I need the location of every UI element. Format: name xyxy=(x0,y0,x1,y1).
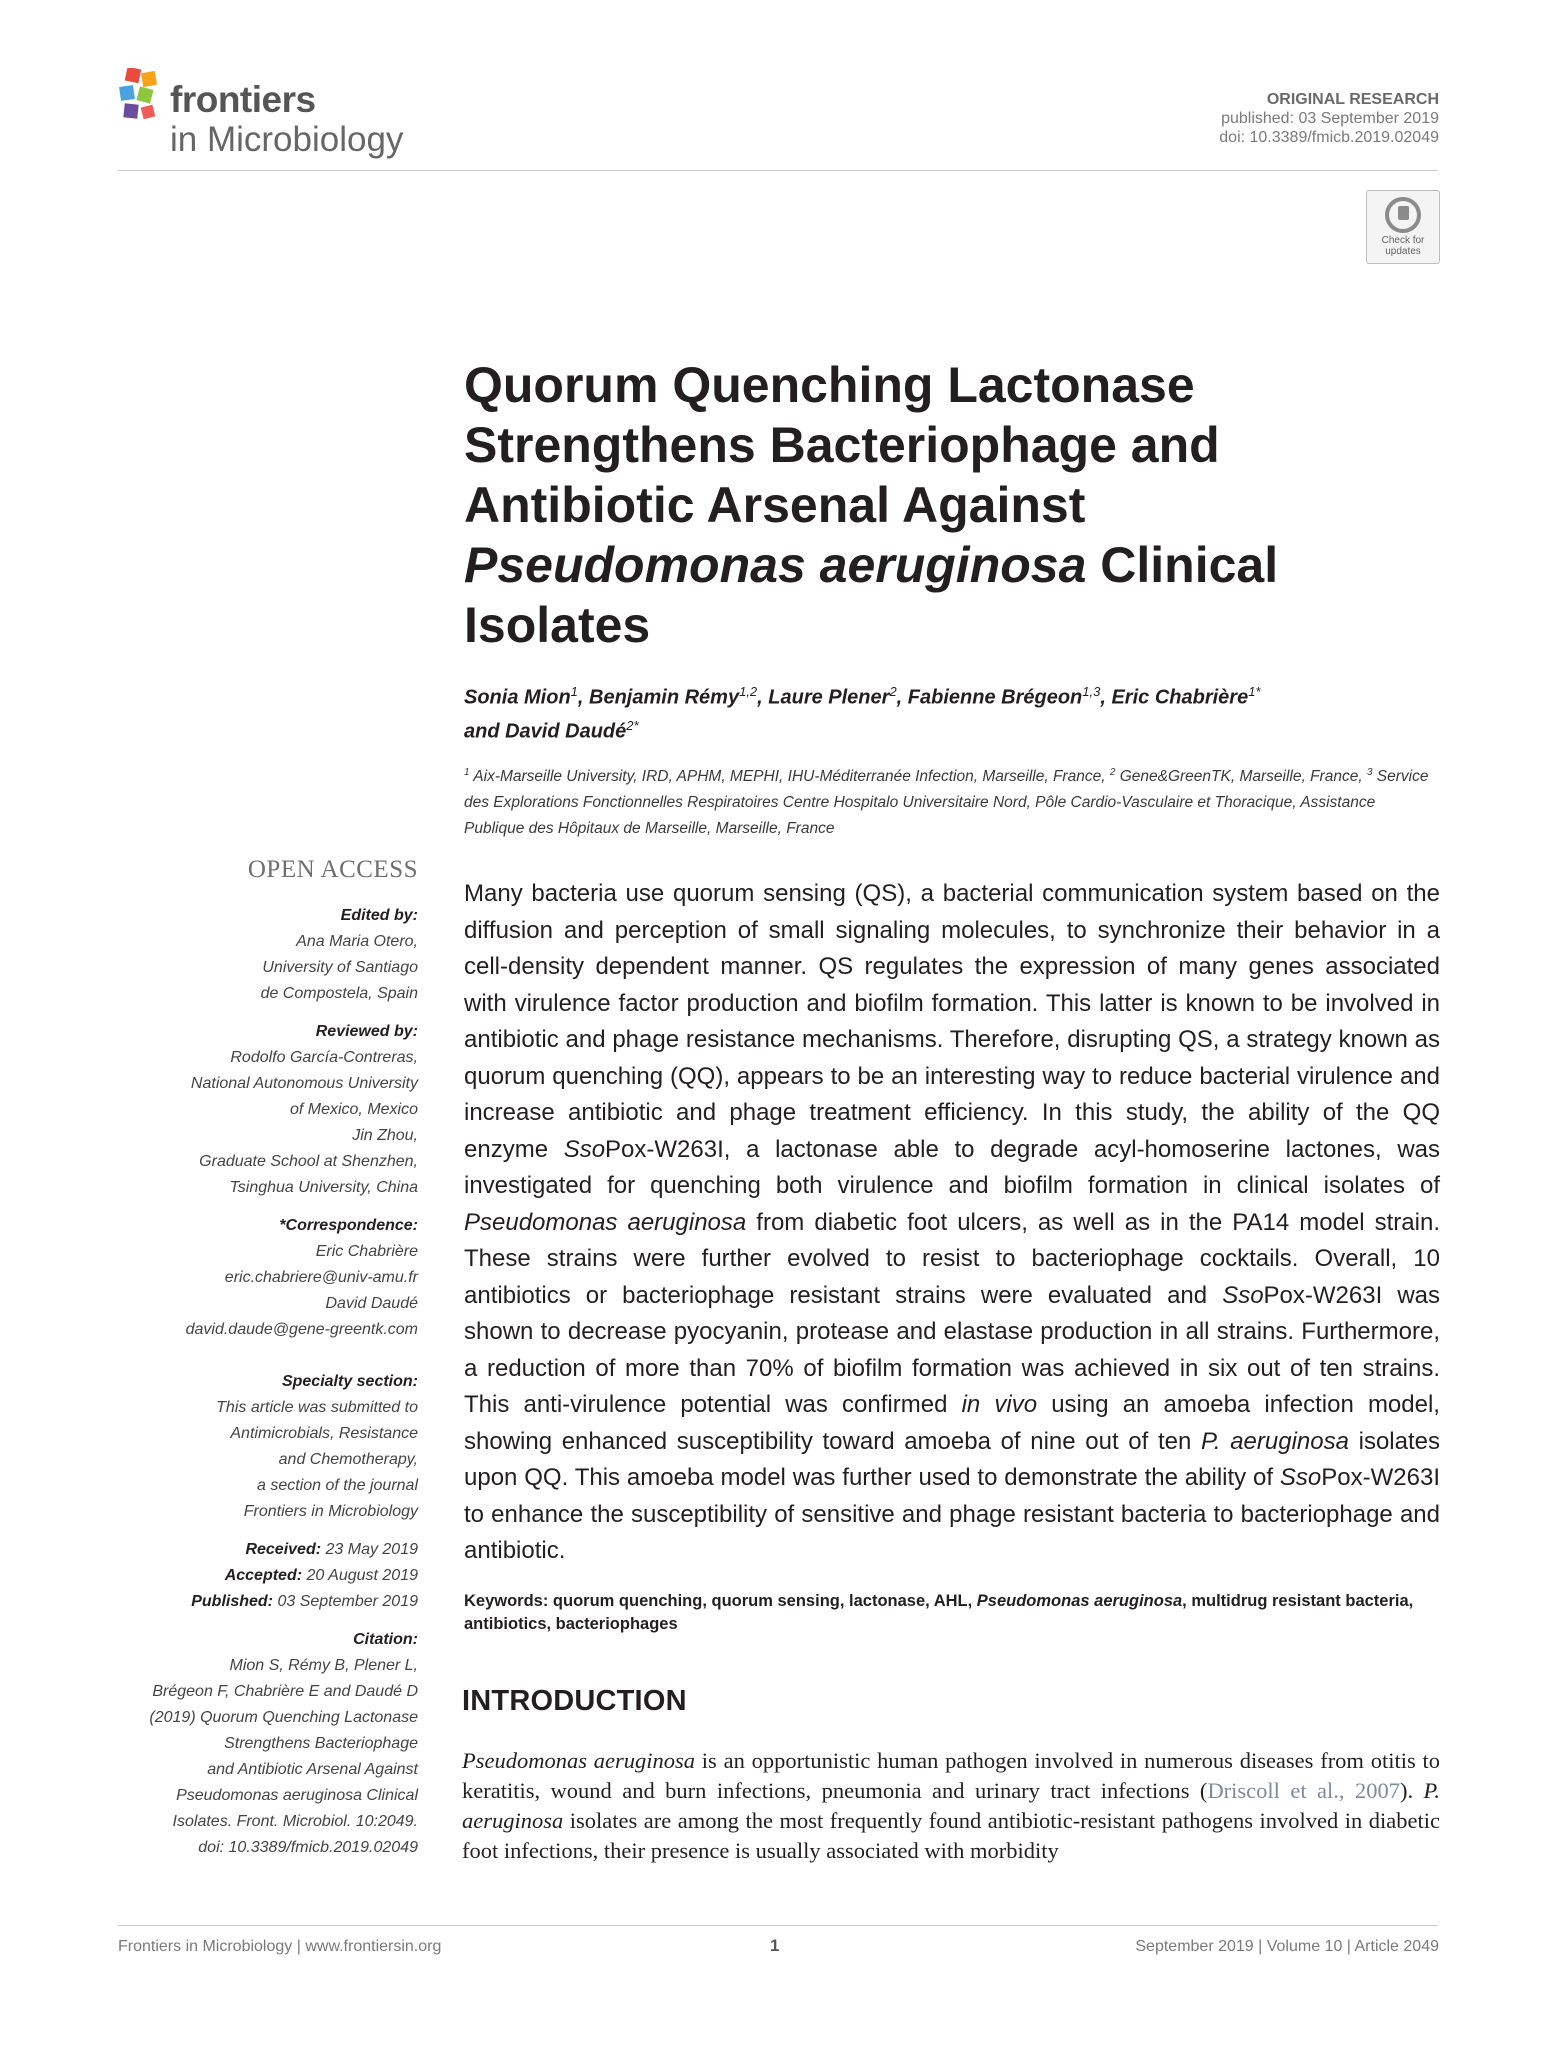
correspondence-label: *Correspondence: xyxy=(279,1217,418,1234)
article-type: ORIGINAL RESEARCH xyxy=(1266,91,1439,108)
header-divider xyxy=(118,170,1438,171)
author-name[interactable]: , Fabienne Brégeon xyxy=(896,686,1083,709)
affiliation-text: Gene&GreenTK, Marseille, France, xyxy=(1115,768,1367,786)
title-line: Quorum Quenching Lactonase xyxy=(464,357,1195,413)
editor-info: Ana Maria Otero, University of Santiago de Compostela, Spain xyxy=(260,933,418,1002)
author-list xyxy=(464,678,1444,745)
intro-text: is an opportunistic human pathogen involved in numerous diseases from otitis to keratitis, wound and burn infections, pneumonia and urinary tract infections ( xyxy=(462,1748,1440,1803)
frontiers-logo-icon xyxy=(118,68,166,128)
published-date-sidebar xyxy=(118,1589,418,1615)
abstract-italic: in vivo xyxy=(961,1391,1038,1418)
open-access-label: OPEN ACCESS xyxy=(247,856,418,883)
reviewed-by-section xyxy=(118,1019,418,1201)
received-value: 23 May 2019 xyxy=(321,1541,418,1558)
logo-brand: frontiers xyxy=(170,79,316,120)
published-date: published: 03 September 2019 xyxy=(1221,110,1439,127)
affiliation-number: 1 xyxy=(464,767,470,778)
abstract-text: from diabetic foot ulcers, as well as in the PA14 model strain. These strains were further evolved to resist to bacteriophage cocktails. Overall, 10 antibiotics or bacteriophage resistant strains were evaluated and xyxy=(464,1208,1440,1309)
bookmark-icon xyxy=(1385,197,1421,233)
edited-by-section xyxy=(118,903,418,1007)
edited-by-label: Edited by: xyxy=(340,907,418,924)
citation-label: Citation: xyxy=(353,1631,418,1648)
logo-journal: in Microbiology xyxy=(170,120,404,159)
article-sidebar xyxy=(118,855,418,1873)
keywords-text: Keywords: quorum quenching, quorum sensing, lactonase, AHL, xyxy=(464,1592,977,1610)
check-updates-label-1: Check for xyxy=(1381,235,1425,246)
abstract-italic: Sso xyxy=(1279,1464,1322,1491)
accepted-label: Accepted: xyxy=(224,1567,303,1584)
affiliation-number: 3 xyxy=(1366,767,1373,778)
keywords-italic: Pseudomonas aeruginosa xyxy=(976,1592,1183,1610)
received-date xyxy=(118,1537,418,1563)
affiliation-text: Service des Explorations Fonctionnelles Respiratoires Centre Hospitalo Universitaire Nord, Pôle Cardio-Vasculaire et Thoracique, Assistance Publique des Hôpitaux de Marseille, Marseille, France xyxy=(464,768,1429,838)
page-number: 1 xyxy=(770,1936,780,1955)
author-affiliation: 1 xyxy=(570,684,578,699)
specialty-label: Specialty section: xyxy=(281,1373,418,1390)
title-line-rest: Clinical xyxy=(1086,537,1279,593)
check-updates-label-2: updates xyxy=(1385,246,1421,257)
abstract-text: isolates upon QQ. This amoeba model was further used to demonstrate the ability of xyxy=(464,1427,1440,1491)
received-label: Received: xyxy=(245,1541,322,1558)
check-for-updates-button[interactable] xyxy=(1366,190,1440,264)
section-heading-introduction: INTRODUCTION xyxy=(462,1685,687,1717)
title-line: Isolates xyxy=(464,597,651,653)
citation-section xyxy=(118,1627,418,1861)
author-affiliation: 1,3 xyxy=(1082,684,1101,699)
specialty-section xyxy=(118,1369,418,1525)
abstract-text: Pox-W263I was shown to decrease pyocyanin, protease and elastase production in all strains. Furthermore, a reduction of more than 70% of biofilm formation was achieved in six out of ten strains. This anti-virulence potential was confirmed xyxy=(464,1281,1440,1418)
affiliation-text: Aix-Marseille University, IRD, APHM, MEPHI, IHU-Méditerranée Infection, Marseille, France, xyxy=(469,768,1110,786)
citation-link[interactable]: Driscoll et al., 2007 xyxy=(1207,1778,1400,1803)
author-name[interactable]: Sonia Mion xyxy=(464,686,571,709)
abstract xyxy=(464,876,1440,1570)
reviewed-by-label: Reviewed by: xyxy=(315,1023,418,1040)
author-name[interactable]: , Eric Chabrière xyxy=(1100,686,1249,709)
intro-italic: Pseudomonas aeruginosa xyxy=(462,1748,696,1773)
intro-text: ). xyxy=(1399,1778,1424,1803)
title-line xyxy=(464,535,1424,595)
journal-logo[interactable] xyxy=(118,68,438,168)
footer-issue-info: September 2019 | Volume 10 | Article 2049 xyxy=(1135,1938,1439,1955)
abstract-italic: Sso xyxy=(1222,1281,1264,1309)
intro-text: isolates are among the most frequently found antibiotic-resistant pathogens involved in diabetic foot infections, their presence is usually associated with morbidity xyxy=(462,1808,1440,1863)
correspondence-section xyxy=(118,1213,418,1343)
abstract-text: Many bacteria use quorum sensing (QS), a bacterial communication system based on the diffusion and perception of small signaling molecules, to synchronize their behavior in a cell-density dependent manner. QS regulates the expression of many genes associated with virulence factor production and biofilm formation. This latter is known to be involved in antibiotic and phage resistance mechanisms. Therefore, disrupting QS, a strategy known as quorum quenching (QQ), appears to be an interesting way to reduce bacterial virulence and increase antibiotic and phage treatment efficiency. In this study, the ability of the QQ enzyme xyxy=(464,880,1440,1163)
article-title xyxy=(464,355,1424,655)
title-line: Strengthens Bacteriophage and xyxy=(464,417,1220,473)
author-affiliation: 1,2 xyxy=(739,684,758,699)
abstract-text: using an amoeba infection model, showing enhanced susceptibility toward amoeba of nine out of ten xyxy=(464,1391,1440,1455)
reviewer-info: Rodolfo García-Contreras, National Autonomous University of Mexico, Mexico Jin Zhou, Graduate School at Shenzhen, Tsinghua University, China xyxy=(190,1049,418,1196)
abstract-italic: Sso xyxy=(563,1135,606,1163)
affiliation-number: 2 xyxy=(1109,767,1116,778)
correspondence-info[interactable]: Eric Chabrière eric.chabriere@univ-amu.fr David Daudé david.daude@gene-greentk.com xyxy=(185,1243,418,1338)
accepted-value: 20 August 2019 xyxy=(302,1567,418,1584)
accepted-date xyxy=(118,1563,418,1589)
affiliations xyxy=(464,760,1439,842)
specialty-info: This article was submitted to Antimicrobials, Resistance and Chemotherapy, a section of the journal Frontiers in Microbiology xyxy=(216,1399,418,1520)
author-affiliation: 1* xyxy=(1248,684,1261,699)
footer-divider xyxy=(118,1925,1438,1926)
published-label: Published: xyxy=(191,1593,273,1610)
doi-link[interactable]: doi: 10.3389/fmicb.2019.02049 xyxy=(1219,129,1439,146)
author-name[interactable]: , Benjamin Rémy xyxy=(577,686,740,709)
introduction-paragraph xyxy=(462,1746,1440,1866)
published-value: 03 September 2019 xyxy=(273,1593,418,1610)
title-line: Antibiotic Arsenal Against xyxy=(464,477,1086,533)
keywords xyxy=(464,1590,1440,1636)
title-species: Pseudomonas aeruginosa xyxy=(464,537,1087,593)
abstract-text: Pox-W263I, a lactonase able to degrade acyl-homoserine lactones, was investigated for quenching both virulence and biofilm formation in clinical isolates of xyxy=(464,1135,1440,1199)
abstract-italic: P. aeruginosa xyxy=(1200,1427,1349,1455)
citation-info: Mion S, Rémy B, Plener L, Brégeon F, Chabrière E and Daudé D (2019) Quorum Quenching Lactonase Strengthens Bacteriophage and Antibiotic Arsenal Against Pseudomonas aeruginosa Clinical Isolates. Front. Microbiol. 10:2049. doi: 10.3389/fmicb.2019.02049 xyxy=(149,1657,418,1856)
keywords-text: , multidrug resistant bacteria, antibiotics, bacteriophages xyxy=(464,1592,1414,1633)
author-name[interactable]: and David Daudé xyxy=(464,720,627,743)
author-affiliation: 2 xyxy=(889,684,897,699)
dates-section xyxy=(118,1537,418,1615)
intro-italic: P. aeruginosa xyxy=(462,1778,1440,1833)
author-affiliation: 2* xyxy=(626,717,639,733)
author-name[interactable]: , Laure Plener xyxy=(757,686,890,709)
article-meta xyxy=(1219,90,1439,147)
abstract-italic: Pseudomonas aeruginosa xyxy=(464,1208,747,1236)
abstract-text: Pox-W263I to enhance the susceptibility of sensitive and phage resistant bacteria to bacteriophage and antibiotic. xyxy=(464,1464,1440,1564)
footer-journal-link[interactable]: Frontiers in Microbiology | www.frontiersin.org xyxy=(118,1938,442,1955)
